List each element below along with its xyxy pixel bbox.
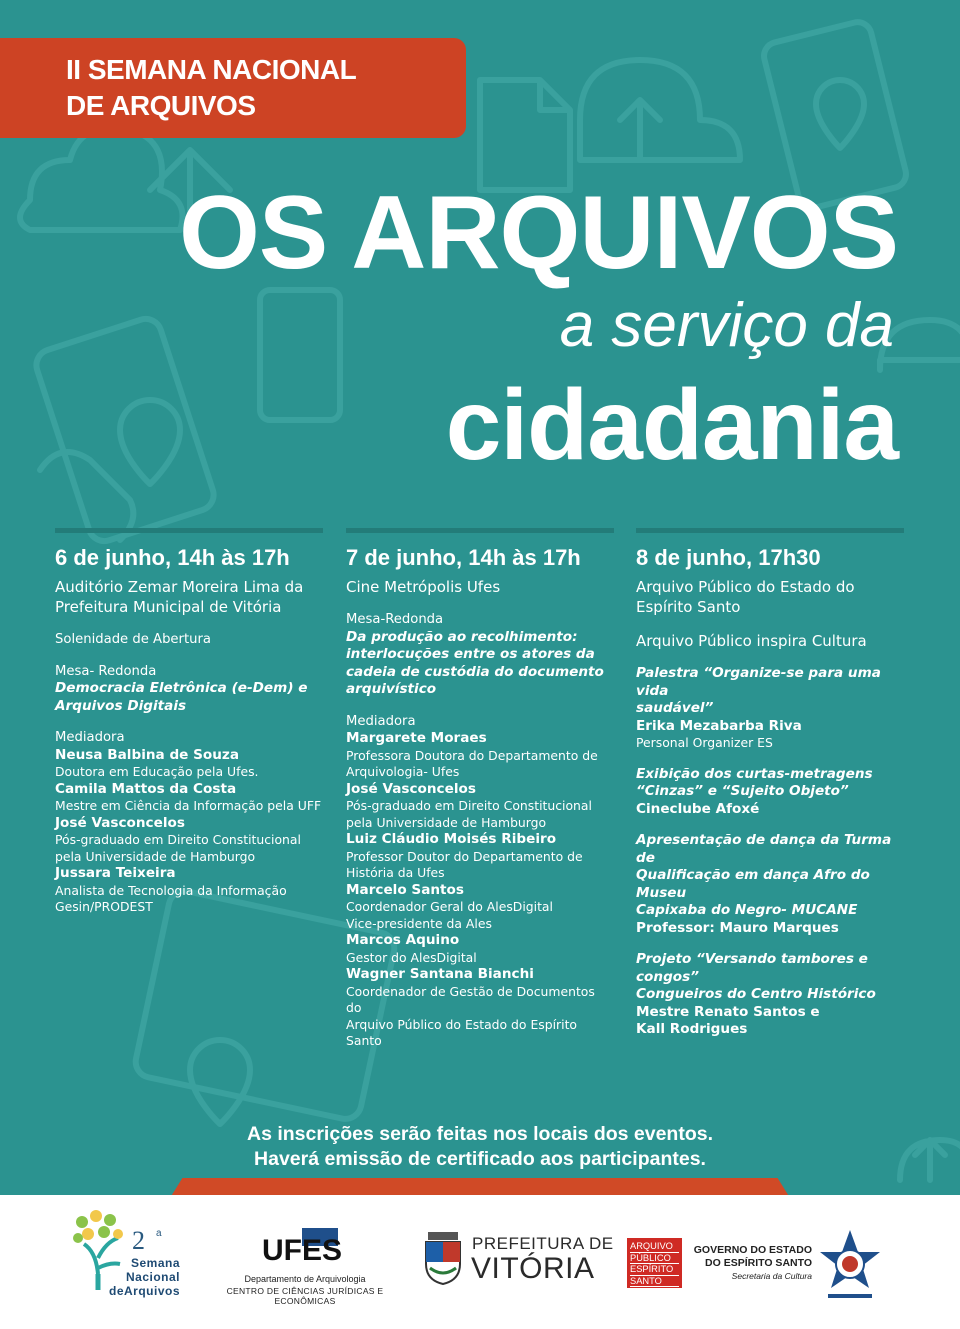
gov-line-1: GOVERNO DO ESTADO (693, 1244, 812, 1256)
gov-line-2: DO ESPÍRITO SANTO (705, 1257, 812, 1269)
event-tag (0, 38, 466, 138)
day-3-column (636, 528, 904, 1039)
speaker-desc: Coordenador de Gestão de Documentos do (346, 983, 595, 1015)
speaker-name: Camila Mattos da Costa (55, 780, 237, 797)
day-1-panel-title-line-1: Democracia Eletrônica (e-Dem) e (55, 680, 308, 696)
sna-suffix: a (156, 1228, 162, 1239)
state-seal-icon (818, 1226, 882, 1306)
day-2-column (346, 528, 614, 1050)
speaker-desc: Arquivo Público do Estado do Espírito Santo (346, 1016, 578, 1048)
column-divider (346, 528, 614, 533)
day-1-date: 6 de junho, 14h às 17h (55, 545, 290, 570)
day-2-panel-title-line: cadeia de custódia do documento (346, 663, 604, 680)
vitoria-line-1: PREFEITURA DE (472, 1234, 614, 1253)
tag-line-1: II SEMANA NACIONAL (66, 54, 357, 85)
speaker-name: Luiz Cláudio Moisés Ribeiro (346, 831, 557, 847)
talk-title-line: Palestra “Organize-se para uma vida (636, 665, 881, 699)
title-emphasis: cidadania (445, 369, 898, 481)
drums-people: Kall Rodrigues (636, 1021, 748, 1037)
ape-line: PÚBLICO (630, 1253, 679, 1265)
ufes-mark-text: UFES (261, 1234, 343, 1267)
column-divider (55, 528, 323, 533)
speaker-desc: Coordenador Geral do AlesDigital (346, 899, 553, 914)
ufes-logo (261, 1228, 343, 1267)
speaker-name: José Vasconcelos (55, 814, 185, 831)
vitoria-crest-icon (420, 1228, 466, 1286)
day-1-venue-line-1: Auditório Zemar Moreira Lima da (55, 578, 304, 596)
drums-line: Congueiros do Centro Histórico (636, 986, 876, 1002)
day-3-date: 8 de junho, 17h30 (636, 545, 821, 570)
speaker-desc: História da Ufes (346, 865, 445, 880)
ufes-center: CENTRO DE CIÊNCIAS JURÍDICAS E ECONÔMICAS (226, 1286, 384, 1306)
day-1-opening: Solenidade de Abertura (55, 632, 212, 647)
location-pin-icon-2 (120, 400, 180, 484)
dance-line: Capixaba do Negro- MUCANE (636, 902, 858, 918)
day-2-venue: Cine Metrópolis Ufes (346, 578, 501, 596)
title-main: OS ARQUIVOS (178, 175, 898, 291)
dance-line: Qualificação em dança Afro do Museu (636, 867, 870, 901)
speaker-desc: Doutora em Educação pela Ufes. (55, 764, 259, 779)
dance-professor: Professor: Mauro Marques (636, 919, 839, 936)
government-logo-text (690, 1244, 812, 1282)
arquivo-publico-logo (627, 1238, 682, 1288)
ape-line: SANTO (630, 1276, 679, 1288)
speaker-desc: pela Universidade de Hamburgo (346, 814, 547, 830)
tag-line-2: DE ARQUIVOS (66, 90, 256, 121)
dance-line: Apresentação de dança da Turma de (636, 832, 892, 866)
ape-line: ESPÍRITO (630, 1264, 679, 1276)
speaker-desc: Arquivologia- Ufes (346, 764, 460, 779)
day-2-date: 7 de junho, 14h às 17h (346, 545, 581, 570)
speaker-name: Marcelo Santos (346, 881, 464, 898)
drums-line: Projeto “Versando tambores e congos” (636, 951, 868, 985)
speaker-desc: Analista de Tecnologia da Informação (55, 882, 287, 898)
speaker-desc: Gesin/PRODEST (55, 899, 153, 914)
speaker-name: Marcos Aquino (346, 932, 460, 948)
registration-notice (0, 1122, 960, 1172)
speaker-desc: Mestre em Ciência da Informação pela UFF (55, 798, 322, 813)
day-3-venue-line-1: Arquivo Público do Estado do (636, 578, 855, 596)
title-subtitle: a serviço da (559, 291, 894, 360)
speaker-desc: Pós-graduado em Direito Constitucional (55, 832, 301, 847)
day-1-mediator-label: Mediadora (55, 730, 125, 745)
films-line: Exibição dos curtas-metragens (636, 765, 873, 782)
vitoria-line-2: VITÓRIA (471, 1252, 595, 1285)
films-org: Cineclube Afoxé (636, 800, 760, 817)
day-2-panel-title-line: arquivístico (346, 681, 437, 697)
location-pin-icon-3 (190, 1040, 250, 1124)
speaker-desc: Professor Doutor do Departamento de (346, 848, 583, 864)
notice-line-2: Haverá emissão de certificado aos participantes. (254, 1148, 706, 1170)
phone-pin-icon (260, 290, 340, 420)
day-2-panel-title-line: Da produção ao recolhimento: (346, 628, 578, 645)
column-divider (636, 528, 904, 533)
talk-speaker-desc: Personal Organizer ES (636, 735, 773, 750)
day-1-panel-label: Mesa- Redonda (55, 663, 157, 679)
day-1-column (55, 528, 323, 916)
speaker-name: Jussara Teixeira (55, 865, 176, 881)
document-icon (480, 80, 570, 190)
gov-sub: Secretaria da Cultura (731, 1271, 812, 1281)
speaker-name: Neusa Balbina de Souza (55, 746, 240, 763)
speaker-desc: Vice-presidente da Ales (346, 915, 492, 931)
sna-line: Semana (130, 1256, 180, 1270)
sna-line: Nacional (125, 1270, 180, 1284)
speaker-name: José Vasconcelos (346, 780, 476, 797)
speaker-desc: Professora Doutora do Departamento de (346, 747, 598, 763)
ape-line: ARQUIVO (630, 1241, 679, 1253)
sna-number: 2 (132, 1226, 145, 1255)
films-line: “Cinzas” e “Sujeito Objeto” (636, 783, 849, 799)
day-1-venue-line-2: Prefeitura Municipal de Vitória (55, 598, 282, 616)
talk-speaker: Erika Mezabarba Riva (636, 717, 802, 734)
day-2-mediator-label: Mediadora (346, 713, 416, 729)
day-2-panel-label: Mesa-Redonda (346, 612, 444, 627)
hand-phone-icon (32, 315, 217, 545)
notice-line-1: As inscrições serão feitas nos locais dos eventos. (246, 1123, 714, 1145)
day-2-panel-title-line: interlocuções entre os atores da (346, 646, 595, 662)
ufes-department: Departamento de Arquivologia (244, 1274, 366, 1284)
talk-title-line: saudável” (636, 700, 714, 716)
location-pin-icon (816, 80, 864, 148)
day-3-program: Arquivo Público inspira Cultura (636, 632, 867, 650)
cloud-upload-icon (580, 60, 740, 160)
speaker-desc: pela Universidade de Hamburgo (55, 848, 256, 864)
drums-people: Mestre Renato Santos e (636, 1003, 820, 1020)
day-1-panel-title-line-2: Arquivos Digitais (55, 697, 187, 714)
speaker-name: Margarete Moraes (346, 730, 487, 746)
day-3-venue-line-2: Espírito Santo (636, 598, 741, 616)
sna-wordmark (80, 1256, 180, 1298)
speaker-name: Wagner Santana Bianchi (346, 966, 534, 982)
sna-line: deArquivos (108, 1284, 180, 1298)
speaker-desc: Pós-graduado em Direito Constitucional (346, 798, 592, 813)
speaker-desc: Gestor do AlesDigital (346, 949, 477, 965)
